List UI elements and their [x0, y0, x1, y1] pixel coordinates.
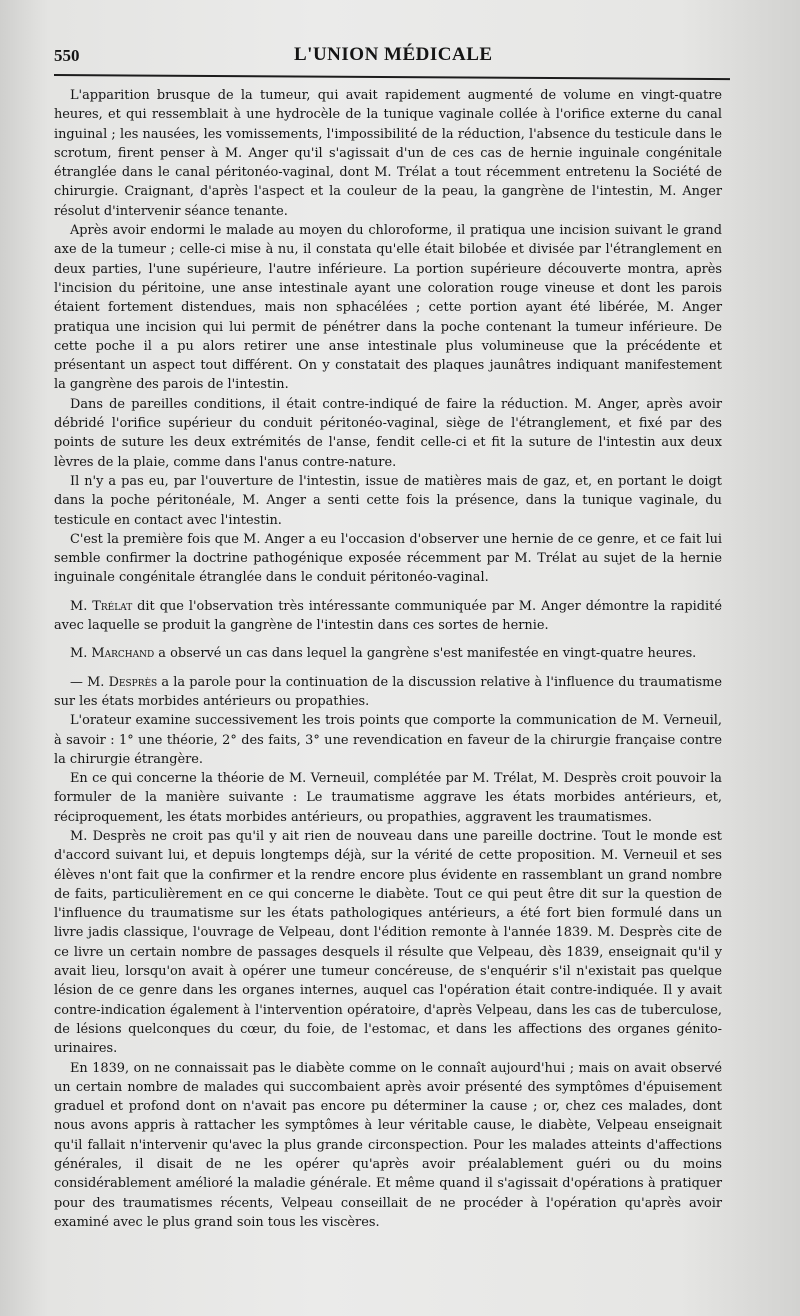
paragraph-10: En ce qui concerne la théorie de M. Verneuil, complétée par M. Trélat, M. Desprès croit pouvoir la formuler de la manière suivante : Le traumatisme aggrave les états morbides antérieurs, et, réciproquement, les états morbides antérieurs, ou propathies, aggravent les traumatismes.: [54, 771, 722, 825]
paragraph-4: Il n'y a pas eu, par l'ouverture de l'intestin, issue de matières mais de gaz, et, en portant le doigt dans la poche péritonéale, M. Anger a senti cette fois la présence, dans la tunique vaginale, du testicule en contact avec l'intestin.: [54, 473, 722, 528]
paragraph-9: L'orateur examine successivement les trois points que comporte la communication de M. Verneuil, à savoir : 1° une théorie, 2° des faits, 3° une revendication en faveur de la chirurgie française contre la chirurgie étrangère.: [54, 713, 722, 767]
paragraph-8: — M. Desprès a la parole pour la continuation de la discussion relative à l'influence du traumatisme sur les états morbides antérieurs ou propathies.: [54, 674, 722, 709]
header-rule: [54, 74, 730, 80]
article-body: [54, 86, 722, 1232]
journal-title: L'UNION MÉDICALE: [294, 44, 493, 65]
paragraph-1: L'apparition brusque de la tumeur, qui avait rapidement augmenté de volume en vingt-quatre heures, et qui ressemblait à une hydrocèle de la tunique vaginale collée à l'orifice externe du canal inguinal ; les nausées, les vomissements, l'impossibilité de la réduction, l'absence du testicule dans le scrotum, firent penser à M. Anger qu'il s'agissait d'un de ces cas de hernie inguinale congénitale étranglée dans le canal péritonéo-vaginal, dont M. Trélat a tout récemment entretenu la Société de chirurgie. Craignant, d'après l'aspect et la couleur de la peau, la gangrène de l'intestin, M. Anger résolut d'intervenir séance tenante.: [54, 88, 722, 219]
paragraph-6: M. Trélat dit que l'observation très intéressante communiquée par M. Anger démontre la rapidité avec laquelle se produit la gangrène de l'intestin dans ces sortes de hernie.: [54, 598, 722, 634]
paragraph-7: M. Marchand a observé un cas dans lequel la gangrène s'est manifestée en vingt-quatre heures.: [70, 646, 697, 662]
speaker-name: M. Desprès: [87, 674, 158, 690]
page-number: 550: [54, 46, 80, 65]
paragraph-5: C'est la première fois que M. Anger a eu l'occasion d'observer une hernie de ce genre, et ce fait lui semble confirmer la doctrine pathogénique exposée récemment par M. Trélat au sujet de la hernie inguinale congénitale étranglée dans le conduit péritonéo-vaginal.: [54, 531, 722, 586]
speaker-name: M. Marchand: [70, 646, 155, 662]
paragraph-12: En 1839, on ne connaissait pas le diabète comme on le connaît aujourd'hui ; mais on avait observé un certain nombre de malades qui succombaient après avoir présenté des symptômes d'épuisement graduel et profond dont on n'avait pas encore pu déterminer la cause ; or, chez ces malades, dont nous avons appris à rattacher les symptômes à leur véritable cause, le diabète, Velpeau enseignait qu'il fallait n'intervenir qu'avec la plus grande circonspection. Pour les malades atteints d'affections générales, il disait de ne les opérer qu'après avoir préalablement guéri ou du moins considérablement amélioré la maladie générale. Et même quand il s'agissait d'opérations à pratiquer pour des traumatismes récents, Velpeau conseillait de ne procéder à l'opération qu'après avoir examiné avec le plus grand soin tous les viscères.: [54, 1060, 722, 1230]
paragraph-11: M. Desprès ne croit pas qu'il y ait rien de nouveau dans une pareille doctrine. Tout le monde est d'accord suivant lui, et depuis longtemps déjà, sur la vérité de cette proposition. M. Verneuil et ses élèves n'ont fait que la confirmer et la rendre encore plus évidente en rassemblant un grand nombre de faits, particulièrement en ce qui concerne le diabète. Tout ce qui peut être dit sur la question de l'influence du traumatisme sur les états pathologiques antérieurs, a été fort bien formulé dans un livre jadis classique, l'ouvrage de Velpeau, dont l'édition remonte à l'année 1839. M. Desprès cite de ce livre un certain nombre de passages desquels il résulte que Velpeau, dès 1839, enseignait qu'il y avait lieu, lorsqu'on avait à opérer une tumeur concéreuse, de s'enquérir s'il n'existait pas quelque lésion de ce genre dans les organes internes, auquel cas l'opération était contre-indiquée. Il y avait contre-indication également à l'intervention opératoire, d'après Velpeau, dans les cas de tuberculose, de lésions quelconques du cœur, du foie, de l'estomac, et dans les affections des organes génito-urinaires.: [54, 828, 722, 1057]
running-head: [54, 44, 774, 74]
paragraph-3: Dans de pareilles conditions, il était contre-indiqué de faire la réduction. M. Anger, après avoir débridé l'orifice supérieur du conduit péritonéo-vaginal, siège de l'étranglement, et fixé par des points de suture les deux extrémités de l'anse, fendit celle-ci et fit la suture de l'intestin aux deux lèvres de la plaie, comme dans l'anus contre-nature.: [54, 396, 722, 470]
paragraph-2: Après avoir endormi le malade au moyen du chloroforme, il pratiqua une incision suivant le grand axe de la tumeur ; celle-ci mise à nu, il constata qu'elle était bilobée et divisée par l'étranglement en deux parties, l'une supérieure, l'autre inférieure. La portion supérieure découverte montra, après l'incision du péritoine, une anse intestinale ayant une coloration rouge vineuse et dont les parois étaient fortement distendues, mais non sphacélées ; cette portion ayant été libérée, M. Anger pratiqua une incision qui lui permit de pénétrer dans la poche contenant la tumeur inférieure. De cette poche il a pu alors retirer une anse intestinale plus volumineuse que la précédente et présentant un aspect tout différent. On y constatait des plaques jaunâtres indiquant manifestement la gangrène des parois de l'intestin.: [54, 223, 722, 393]
speaker-name: M. Trélat: [70, 598, 133, 614]
